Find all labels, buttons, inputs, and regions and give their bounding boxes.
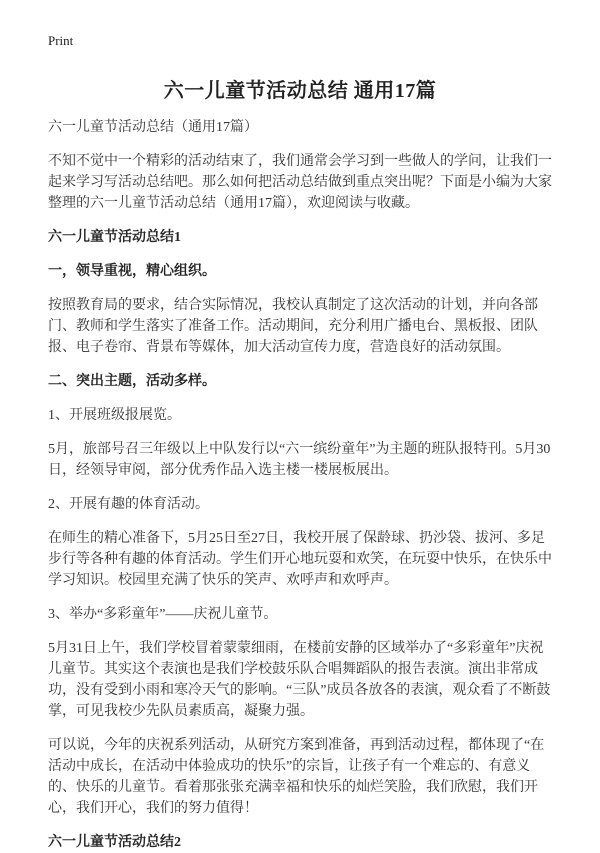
closing-paragraph: 可以说，今年的庆祝系列活动，从研究方案到准备，再到活动过程，都体现了“在活动中成长，在活动中体验成功的快乐”的宗旨，让孩子有一个难忘的、有意义的、快乐的儿童节。看着那张张充满幸福和快乐的灿烂笑脸，我们欣慰，我们开心，我们开心，我们的努力值得！ <box>48 738 545 816</box>
document-title: 六一儿童节活动总结 通用17篇 <box>163 80 437 102</box>
item-3-paragraph: 5月31日上午，我们学校冒着蒙蒙细雨，在楼前安静的区域举办了“多彩童年”庆祝儿童节。其实这个表演也是我们学校鼓乐队合唱舞蹈队的报告表演。演出非常成功，没有受到小雨和寒冷天气的影响。“三队”成员各放各的表演，观众看了不断鼓掌，可见我校少先队员素质高，凝聚力强。 <box>48 641 551 719</box>
item-2-title: 2、开展有趣的体育活动。 <box>48 497 209 512</box>
summary-2-heading: 六一儿童节活动总结2 <box>48 835 181 850</box>
item-1-title: 1、开展班级报展览。 <box>48 408 181 423</box>
intro-paragraph: 不知不觉中一个精彩的活动结束了，我们通常会学习到一些做人的学问，让我们一起来学习写活动总结吧。那么如何把活动总结做到重点突出呢？下面是小编为大家整理的六一儿童节活动总结（通用17篇），欢迎阅读与收藏。 <box>48 154 552 211</box>
print-link[interactable]: Print <box>48 33 74 48</box>
section-1-paragraph: 按照教育局的要求，结合实际情况，我校认真制定了这次活动的计划，并向各部门、教师和学生落实了准备工作。活动期间，充分利用广播电台、黑板报、团队报、电子卷帘、背景布等媒体，加大活动宣传力度，营造良好的活动氛围。 <box>48 298 538 355</box>
section-2-heading: 二、突出主题，活动多样。 <box>48 374 216 389</box>
summary-1-heading: 六一儿童节活动总结1 <box>48 230 181 245</box>
item-3-title: 3、举办“多彩童年”——庆祝儿童节。 <box>48 607 278 622</box>
section-1-heading: 一，领导重视，精心组织。 <box>48 264 216 279</box>
item-2-paragraph: 在师生的精心准备下，5月25日至27日，我校开展了保龄球、扔沙袋、拔河、多足步行等各种有趣的体育活动。学生们开心地玩耍和欢笑，在玩耍中快乐，在快乐中学习知识。校园里充满了快乐的笑声、欢呼声和欢呼声。 <box>48 531 552 588</box>
doc-subtitle: 六一儿童节活动总结（通用17篇） <box>48 120 258 135</box>
item-1-paragraph: 5月，旅部号召三年级以上中队发行以“六一缤纷童年”为主题的班队报特刊。5月30日，经领导审阅，部分优秀作品入选主楼一楼展板展出。 <box>48 442 551 478</box>
